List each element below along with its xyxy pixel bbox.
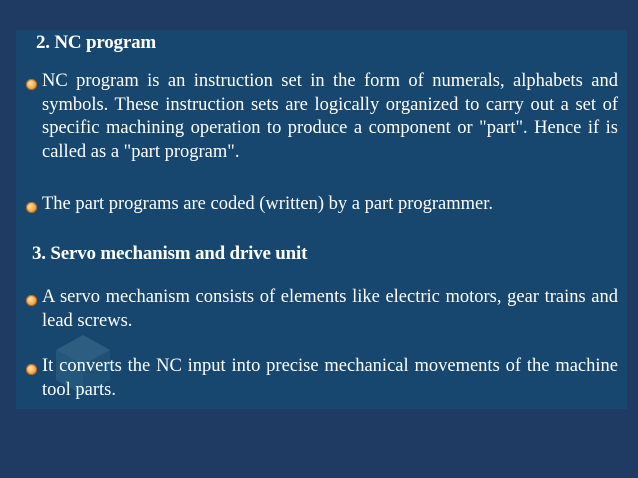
bullet-icon <box>26 202 37 213</box>
bullet-text-nc-program-definition: NC program is an instruction set in the form of numerals, alphabets and symbols. These instruction sets are logically organized to carry out a set of specific machining operation to produce a component or "part". Hence if is called as a "part program". <box>42 71 618 162</box>
bullet-icon <box>26 364 37 375</box>
bullet-text-converts-nc-input: It converts the NC input into precise mechanical movements of the machine tool parts. <box>42 356 618 400</box>
bullet-icon <box>26 79 37 90</box>
bullet-icon <box>26 295 37 306</box>
section-heading-servo-mechanism: 3. Servo mechanism and drive unit <box>32 243 308 264</box>
bullet-text-part-programs-coded: The part programs are coded (written) by a part programmer. <box>42 194 494 214</box>
section-heading-nc-program: 2. NC program <box>36 32 157 53</box>
slide-top-strip <box>16 0 627 30</box>
bullet-text-servo-elements: A servo mechanism consists of elements like electric motors, gear trains and lead screws. <box>42 287 618 331</box>
